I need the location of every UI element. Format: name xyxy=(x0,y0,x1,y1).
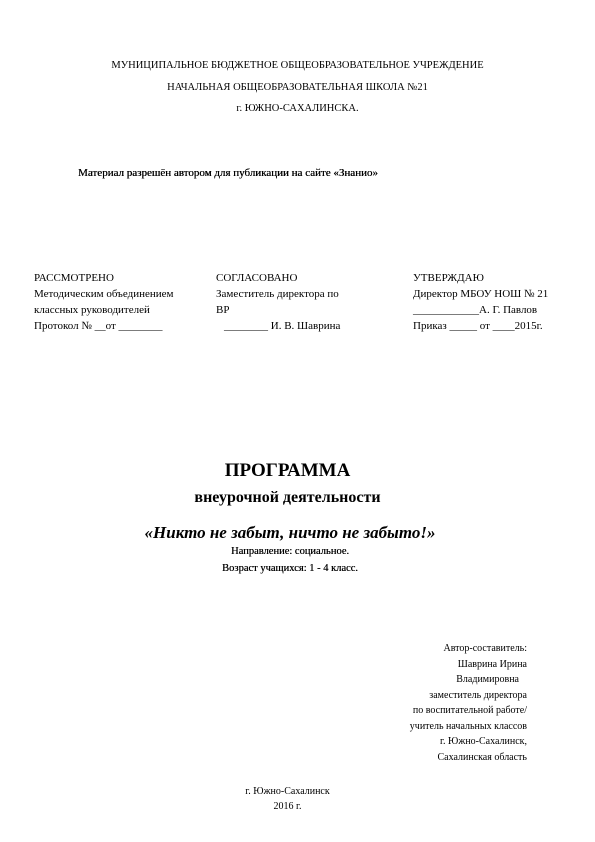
agreed-line3: ________ И. В. Шаврина xyxy=(224,320,341,332)
reviewed-line2: классных руководителей xyxy=(34,304,150,316)
reviewed-line1: Методическим объединением xyxy=(34,288,174,300)
program-name: «Никто не забыт, ничто не забыто!» xyxy=(144,523,436,542)
program-subtitle: внеурочной деятельности xyxy=(194,489,381,506)
approved-line3: Приказ _____ от ____2015г. xyxy=(413,320,543,332)
author-position-line1: заместитель директора xyxy=(429,689,527,701)
program-age: Возраст учащихся: 1 - 4 класс. xyxy=(222,563,358,574)
agreed-line1: Заместитель директора по xyxy=(216,288,339,300)
program-direction: Направление: социальное. xyxy=(230,546,349,557)
author-region: Сахалинская область xyxy=(437,751,527,763)
program-title: ПРОГРАММА xyxy=(224,460,351,481)
approval-reviewed-block xyxy=(34,270,173,334)
author-name-line1: Шаврина Ирина xyxy=(457,658,527,670)
approval-agreed-block xyxy=(216,270,340,334)
header-city-line: г. ЮЖНО-САХАЛИНСКА. xyxy=(236,103,359,114)
footer-city: г. Южно-Сахалинск xyxy=(245,786,330,797)
reviewed-line3: Протокол № __от ________ xyxy=(34,320,163,332)
agreed-line2: ВР xyxy=(216,304,230,316)
header-institution-line: МУНИЦИПАЛЬНОЕ БЮДЖЕТНОЕ ОБЩЕОБРАЗОВАТЕЛЬНОЕ УЧРЕЖДЕНИЕ xyxy=(111,60,484,71)
reviewed-title: РАССМОТРЕНО xyxy=(34,272,114,284)
author-city: г. Южно-Сахалинск, xyxy=(440,736,527,747)
footer-year: 2016 г. xyxy=(273,801,302,812)
author-position-line2: по воспитательной работе/ xyxy=(412,705,527,716)
publication-notice: Материал разрешён автором для публикации на сайте «Знанио» xyxy=(78,167,378,179)
approved-title: УТВЕРЖДАЮ xyxy=(413,272,484,284)
author-name-line2: Владимировна xyxy=(456,674,519,685)
header-school-line: НАЧАЛЬНАЯ ОБЩЕОБРАЗОВАТЕЛЬНАЯ ШКОЛА №21 xyxy=(167,82,428,93)
author-position-line3: учитель начальных классов xyxy=(409,720,527,732)
approved-line2: ____________А. Г. Павлов xyxy=(413,304,538,316)
author-block xyxy=(410,641,527,765)
approved-line1: Директор МБОУ НОШ № 21 xyxy=(413,288,549,300)
approval-approved-block xyxy=(413,270,548,334)
author-label: Автор-составитель: xyxy=(443,643,527,654)
agreed-title: СОГЛАСОВАНО xyxy=(216,272,298,284)
